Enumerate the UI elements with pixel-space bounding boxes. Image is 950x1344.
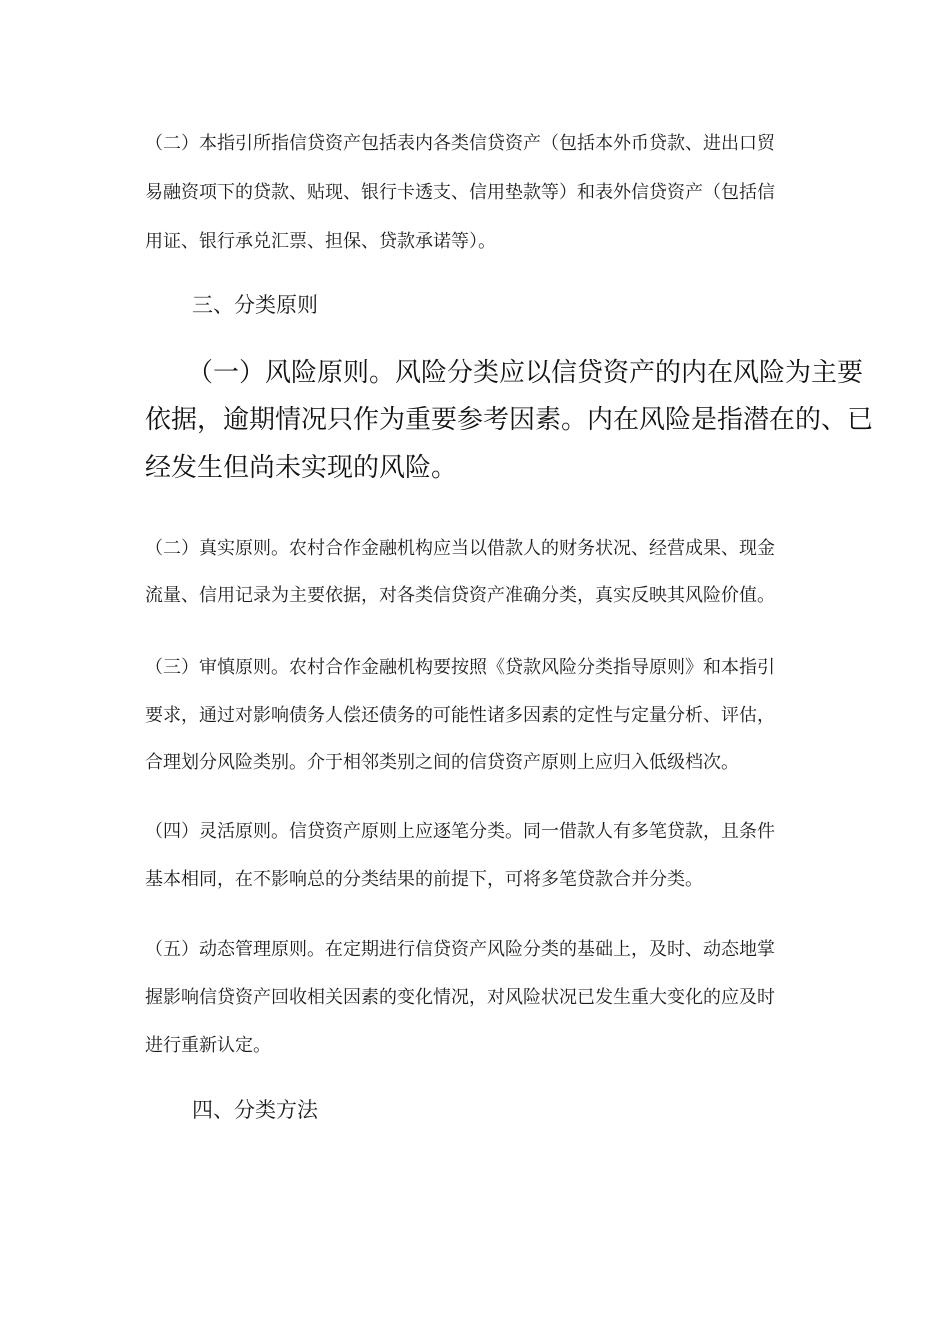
paragraph-line: （二）本指引所指信贷资产包括表内各类信贷资产（包括本外币贷款、进出口贸 (145, 133, 775, 154)
section-heading-classification-principles: 三、分类原则 (192, 293, 318, 317)
paragraph-line: 依据，逾期情况只作为重要参考因素。内在风险是指潜在的、已 (145, 405, 874, 435)
section-heading-classification-methods: 四、分类方法 (192, 1098, 318, 1122)
paragraph-line: （四）灵活原则。信贷资产原则上应逐笔分类。同一借款人有多笔贷款，且条件 (145, 821, 775, 842)
paragraph-line: 握影响信贷资产回收相关因素的变化情况，对风险状况已发生重大变化的应及时 (145, 987, 775, 1008)
paragraph-line: （三）审慎原则。农村合作金融机构要按照《贷款风险分类指导原则》和本指引 (145, 657, 775, 678)
paragraph-line: 基本相同，在不影响总的分类结果的前提下，可将多笔贷款合并分类。 (145, 869, 703, 890)
paragraph-line: （一）风险原则。风险分类应以信贷资产的内在风险为主要 (187, 358, 864, 388)
paragraph-line: （二）真实原则。农村合作金融机构应当以借款人的财务状况、经营成果、现金 (145, 538, 775, 559)
paragraph-line: 流量、信用记录为主要依据，对各类信贷资产准确分类，真实反映其风险价值。 (145, 585, 775, 606)
paragraph-line: 合理划分风险类别。介于相邻类别之间的信贷资产原则上应归入低级档次。 (145, 752, 739, 773)
paragraph-line: 用证、银行承兑汇票、担保、贷款承诺等）。 (145, 231, 496, 252)
paragraph-line: 经发生但尚未实现的风险。 (145, 453, 458, 483)
paragraph-line: 要求，通过对影响债务人偿还债务的可能性诸多因素的定性与定量分析、评估， (145, 705, 775, 726)
paragraph-line: （五）动态管理原则。在定期进行信贷资产风险分类的基础上，及时、动态地掌 (145, 939, 775, 960)
paragraph-line: 易融资项下的贷款、贴现、银行卡透支、信用垫款等）和表外信贷资产（包括信 (145, 182, 775, 203)
paragraph-line: 进行重新认定。 (145, 1035, 271, 1056)
